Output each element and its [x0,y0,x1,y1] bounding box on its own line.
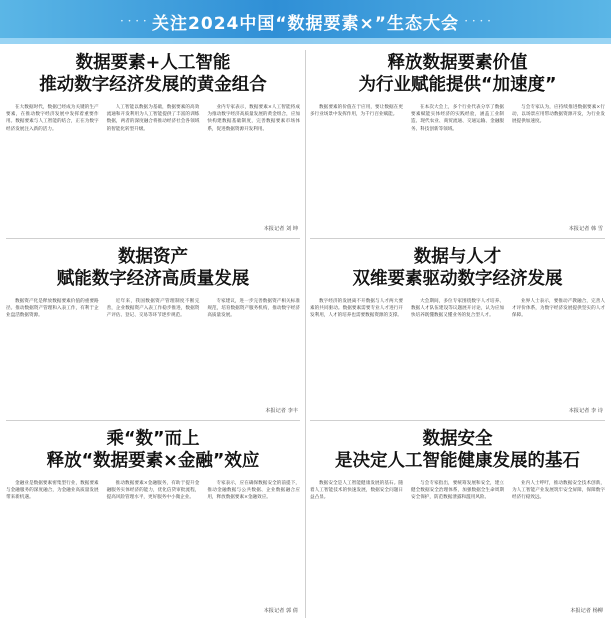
title-line: 是决定人工智能健康发展的基石 [335,451,580,471]
decoration-dots: · · · · [464,14,491,28]
banner-title: 关注2024中国“数据要素×”生态大会 [152,14,459,34]
article-title [310,52,605,96]
header-banner [0,0,611,44]
paragraph: 在大数据时代，数据已经成为关键的生产要素，在推动数字经济发展中发挥着重要作用。数据要素与人工智能的结合，正在为数字经济发展注入新的活力。 [6,105,99,132]
title-line: 乘“数”而上 [106,429,200,449]
article-data-talent [310,246,605,414]
paragraph: 专家表示，应在确保数据安全的前提下，推动金融数据与公共数据、企业数据融合应用，释放数据要素×金融效应。 [207,481,300,501]
paragraph: 业内人士呼吁，推动数据安全技术创新，为人工智能产业发展筑牢安全屏障，保障数字经济行稳致远。 [512,481,605,501]
article-title [6,428,300,472]
section-divider [310,238,605,239]
article-title [310,428,605,472]
paragraph: 专家建议，进一步完善数据资产相关标准规范，培育数据资产服务机构，推动数字经济高质量发展。 [207,299,300,319]
title-line: 赋能数字经济高质量发展 [56,269,250,289]
article-title [6,246,300,290]
article-body [310,480,605,608]
title-line: 数据资产 [118,247,188,267]
paragraph: 与会专家认为，应持续推进数据要素×行动，以场景应用带动数据资源开发，为行业发展提供加速度。 [512,105,605,125]
title-line: 为行业赋能提供“加速度” [358,75,557,95]
byline: 本报记者 韩 雪 [568,226,603,232]
article-data-finance [6,428,300,614]
section-divider [310,420,605,421]
article-data-assets [6,246,300,414]
column-divider [305,50,306,618]
paragraph: 数据安全是人工智能健康发展的基石。随着人工智能技术的快速发展，数据安全问题日益凸显。 [310,481,403,501]
banner-stripe [0,38,611,44]
article-title [310,246,605,290]
article-body [310,298,605,408]
byline: 本报记者 刘 坤 [263,226,298,232]
decoration-dots: · · · · [120,14,147,28]
title-line: 释放数据要素价值 [387,53,528,73]
paragraph: 数字经济的发展离不开数据与人才两大要素的共同驱动。数据要素需要专业人才进行开发利用，人才的培养也需要数据资源的支撑。 [310,299,403,319]
title-line: 数据安全 [422,429,493,449]
paragraph: 业内专家表示，数据要素×人工智能将成为推动数字经济高质量发展的黄金组合，应加快构建数据基础制度，完善数据要素市场体系，促进数据资源开发利用。 [207,105,300,132]
byline: 本报记者 杨柳 [570,608,603,614]
paragraph: 数据资产化是释放数据要素价值的重要路径。推动数据资产管理和入表工作，有利于企业盘活数据资源。 [6,299,99,319]
byline: 本报记者 李丰 [265,408,298,414]
section-divider [6,420,300,421]
title-line: 数据要素+人工智能 [75,53,231,73]
article-data-value [310,52,605,232]
paragraph: 业界人士表示，要推动产教融合，完善人才评价体系，为数字经济发展提供坚实的人才保障。 [512,299,605,319]
paragraph: 与会专家指出，要统筹发展和安全，建立健全数据安全治理体系，加强数据全生命周期安全保护，防范数据泄露和滥用风险。 [411,481,504,501]
title-line: 释放“数据要素×金融”效应 [46,451,260,471]
article-body [6,104,300,224]
paragraph: 数据要素的价值在于应用，要让数据在更多行业场景中发挥作用，为千行百业赋能。 [310,105,403,118]
byline: 本报记者 郭 倩 [263,608,298,614]
paragraph: 在本次大会上，多个行业代表分享了数据要素赋能实体经济的实践经验，涵盖工业制造、现代农业、商贸流通、交通运输、金融服务、科技创新等领域。 [411,105,504,132]
article-body [6,480,300,608]
article-body [6,298,300,408]
section-divider [6,238,300,239]
paragraph: 金融业是数据要素密集型行业，数据要素与金融服务的深度融合，为金融业高质量发展带来新机遇。 [6,481,99,501]
article-body [310,104,605,224]
article-data-security [310,428,605,614]
byline: 本报记者 李 诗 [568,408,603,414]
paragraph: 人工智能以数据为基础，数据要素的高效流通和开发利用为人工智能提供了丰富的训练数据，两者的深度融合将推动经济社会各领域的智能化转型升级。 [106,105,200,132]
paragraph: 大会期间，多位专家围绕数字人才培养、数据人才队伍建设等议题展开讨论，认为应加快培养既懂数据又懂业务的复合型人才。 [411,299,504,319]
title-line: 双维要素驱动数字经济发展 [352,269,563,289]
title-line: 数据与人才 [413,247,502,267]
paragraph: 近年来，我国数据资产管理制度不断完善，企业数据资产入表工作稳步推进，数据资产评估、登记、交易等环节逐步规范。 [106,299,200,319]
title-line: 推动数字经济发展的黄金组合 [39,75,267,95]
article-title [6,52,300,96]
article-ai-data [6,52,300,232]
paragraph: 推动数据要素×金融服务，有助于提升金融服务实体经济的能力，优化信贷审批流程，提高风险管理水平，更好服务中小微企业。 [106,481,200,501]
